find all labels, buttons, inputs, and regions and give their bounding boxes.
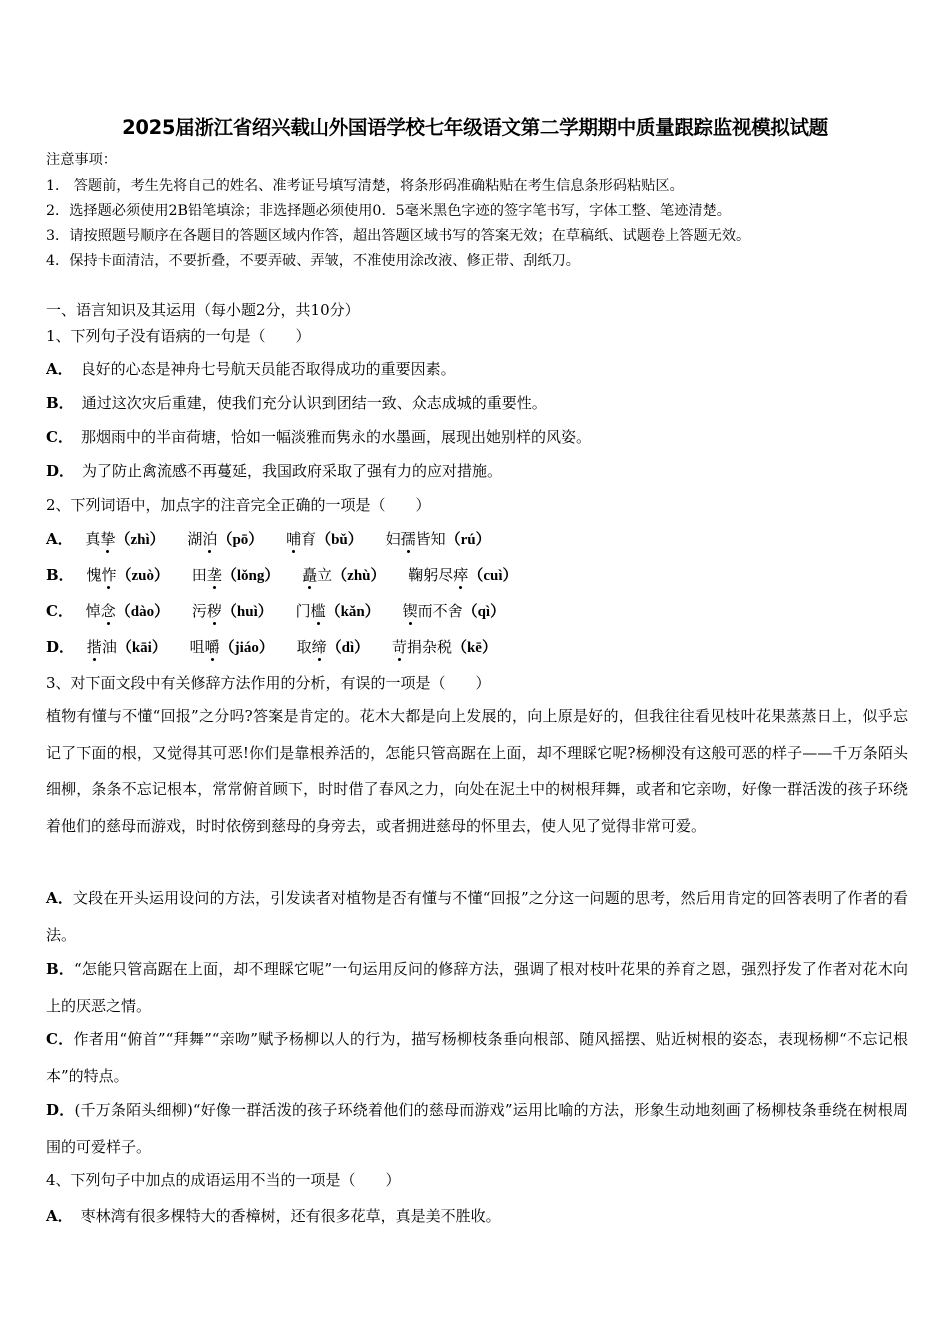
- pinyin: （kē）: [451, 640, 497, 656]
- option-label: A．: [46, 889, 73, 907]
- pinyin: （pō）: [217, 532, 264, 548]
- option-text: 良好的心态是神舟七号航天员能否取得成功的重要因素。: [80, 360, 456, 378]
- question-1-stem: 1、下列句子没有语病的一句是（ ）: [46, 327, 311, 345]
- pinyin-word: [85, 529, 164, 550]
- pinyin-word: [86, 565, 169, 586]
- option-text: 文段在开头运用设问的方法，引发读者对植物是否有懂与不懂“回报”之分这一问题的思考，然后用肯定的回答表明了作者的看法。: [46, 889, 909, 944]
- word-text: 妇: [385, 530, 401, 548]
- q3-option-b: [46, 951, 908, 1024]
- dotted-character: 挚: [100, 530, 116, 548]
- pinyin: （jiáo）: [219, 640, 274, 656]
- section-heading: 一、语言知识及其运用（每小题2分，共10分）: [46, 301, 360, 319]
- pinyin: （huì）: [221, 604, 273, 620]
- q1-option-d: [46, 461, 502, 481]
- option-label: A．: [46, 1207, 73, 1225]
- option-label: A．: [46, 360, 73, 378]
- option-label: D．: [46, 638, 75, 656]
- q1-option-a: [46, 359, 456, 379]
- q1-option-b: [46, 393, 547, 413]
- pinyin-word: [297, 637, 370, 658]
- word-text: 田: [191, 566, 207, 584]
- question-2-stem: 2、下列词语中，加点字的注音完全正确的一项是（ ）: [46, 496, 431, 514]
- word-text: 而不舍: [417, 602, 463, 620]
- notice-item: 2．选择题必须使用2B铅笔填涂；非选择题必须使用0．5毫米黑色字迹的签字笔书写，字体工整、笔迹清楚。: [46, 203, 731, 219]
- dotted-character: 矗: [302, 566, 318, 584]
- notice-item: 3．请按照题号顺序在各题目的答题区域内作答，超出答题区域书写的答案无效；在草稿纸、试题卷上答题无效。: [46, 228, 751, 244]
- word-text: 悼: [85, 602, 101, 620]
- option-text: “怎能只管高踞在上面，却不理睬它呢”一句运用反问的修辞方法，强调了根对枝叶花果的养育之恩，强烈抒发了作者对花木向上的厌恶之情。: [46, 960, 908, 1015]
- pinyin: （zhù）: [332, 568, 386, 584]
- word-text: 鞠躬尽: [408, 566, 454, 584]
- pinyin-word: [192, 601, 273, 622]
- dotted-character: 缔: [311, 638, 327, 656]
- pinyin-word: [192, 565, 280, 586]
- pinyin-word: [392, 637, 497, 658]
- word-text: 污: [191, 602, 207, 620]
- pinyin: （kāi）: [116, 640, 167, 656]
- question-3-stem: 3、对下面文段中有关修辞方法作用的分析，有误的一项是（ ）: [46, 674, 491, 692]
- q1-option-c: [46, 427, 591, 447]
- word-text: 立: [317, 566, 333, 584]
- option-text: 为了防止禽流感不再蔓延，我国政府采取了强有力的应对措施。: [82, 462, 503, 480]
- dotted-character: 泊: [202, 530, 218, 548]
- notice-item: 4．保持卡面清洁，不要折叠，不要弄破、弄皱，不准使用涂改液、修正带、刮纸刀。: [46, 253, 580, 269]
- option-text: 作者用“俯首”“拜舞”“亲吻”赋予杨柳以人的行为，描写杨柳枝条垂向根部、随风摇摆、贴近树根的姿态，表现杨柳“不忘记根本”的特点。: [46, 1030, 908, 1085]
- option-label: C．: [46, 1030, 74, 1048]
- dotted-character: 念: [100, 602, 116, 620]
- option-label: B．: [46, 960, 74, 978]
- question-4-stem: 4、下列句子中加点的成语运用不当的一项是（ ）: [46, 1171, 401, 1189]
- q3-option-a: [46, 880, 908, 953]
- q2-option-d: [46, 637, 515, 658]
- option-text: (千万条陌头细柳)“好像一群活泼的孩子环绕着他们的慈母而游戏”运用比喻的方法，形象生动地刻画了杨柳枝条垂绕在树根周围的可爱样子。: [46, 1101, 909, 1156]
- pinyin-word: [190, 637, 274, 658]
- option-label: C．: [46, 428, 73, 446]
- pinyin-word: [286, 529, 363, 550]
- pinyin-word: [302, 565, 385, 586]
- option-label: D．: [46, 1101, 75, 1119]
- option-text: 那烟雨中的半亩荷塘，恰如一幅淡雅而隽永的水墨画，展现出她别样的风姿。: [80, 428, 591, 446]
- word-text: 咀: [189, 638, 205, 656]
- q3-passage: 植物有懂与不懂“回报”之分吗?答案是肯定的。花木大都是向上发展的，向上原是好的，但我往往看见枝叶花果蒸蒸日上，似乎忘记了下面的根，又觉得其可恶!你们是靠根养活的，怎能只管高踞在上面，却不理睬它呢?杨柳没有这般可恶的样子——千万条陌头细柳，条条不忘记根本，常常俯首顾下，时时借了春风之力，向处在泥土中的树根拜舞，或者和它亲吻，好像一群活泼的孩子环绕着他们的慈母而游戏，时时依傍到慈母的身旁去，或者拥进慈母的怀里去，使人见了觉得非常可爱。: [46, 707, 908, 835]
- pinyin: （bǔ）: [316, 532, 363, 548]
- option-text: 枣林湾有很多棵特大的香樟树，还有很多花草，真是美不胜收。: [80, 1207, 501, 1225]
- dotted-character: 垄: [206, 566, 222, 584]
- pinyin: （kǎn）: [325, 604, 380, 620]
- pinyin-word: [296, 601, 380, 622]
- word-text: 真: [85, 530, 101, 548]
- word-text: 油: [101, 638, 117, 656]
- pinyin: （zuò）: [116, 568, 170, 584]
- pinyin-word: [386, 529, 491, 550]
- notice-item: 1． 答题前，考生先将自己的姓名、准考证号填写清楚，将条形码准确粘贴在考生信息条形码粘贴区。: [46, 178, 684, 194]
- dotted-character: 锲: [402, 602, 418, 620]
- option-label: C．: [46, 602, 73, 620]
- pinyin: （rú）: [445, 532, 491, 548]
- pinyin: （zhì）: [115, 532, 165, 548]
- dotted-character: 槛: [310, 602, 326, 620]
- q3-option-d: [46, 1092, 908, 1165]
- pinyin: （dì）: [326, 640, 370, 656]
- page-title: 2025届浙江省绍兴载山外国语学校七年级语文第二学期期中质量跟踪监视模拟试题: [122, 116, 828, 139]
- q2-option-a: [46, 529, 509, 550]
- option-label: A．: [46, 530, 73, 548]
- dotted-character: 秽: [206, 602, 222, 620]
- notice-heading: 注意事项：: [46, 152, 117, 168]
- word-text: 愧: [86, 566, 102, 584]
- dotted-character: 孺: [400, 530, 416, 548]
- dotted-character: 瘁: [453, 566, 469, 584]
- q2-option-b: [46, 565, 535, 586]
- pinyin: （qì）: [462, 604, 506, 620]
- option-text: 通过这次灾后重建，使我们充分认识到团结一致、众志成城的重要性。: [81, 394, 547, 412]
- word-text: 皆知: [415, 530, 446, 548]
- dotted-character: 揩: [86, 638, 102, 656]
- word-text: 取: [296, 638, 312, 656]
- q4-option-a: [46, 1206, 501, 1226]
- word-text: 捐杂税: [406, 638, 452, 656]
- pinyin-word: [408, 565, 517, 586]
- pinyin-word: [187, 529, 263, 550]
- option-label: B．: [46, 566, 74, 584]
- option-label: D．: [46, 462, 75, 480]
- dotted-character: 怍: [101, 566, 117, 584]
- word-text: 育: [301, 530, 317, 548]
- dotted-character: 嚼: [204, 638, 220, 656]
- pinyin: （lǒng）: [221, 568, 280, 584]
- pinyin-word: [87, 637, 167, 658]
- option-label: B．: [46, 394, 74, 412]
- dotted-character: 苛: [391, 638, 407, 656]
- q2-option-c: [46, 601, 523, 622]
- q3-option-c: [46, 1021, 908, 1094]
- word-text: 门: [295, 602, 311, 620]
- pinyin-word: [403, 601, 506, 622]
- pinyin-word: [86, 601, 169, 622]
- pinyin: （cuì）: [468, 568, 518, 584]
- dotted-character: 哺: [286, 530, 302, 548]
- word-text: 湖: [187, 530, 203, 548]
- pinyin: （dào）: [115, 604, 170, 620]
